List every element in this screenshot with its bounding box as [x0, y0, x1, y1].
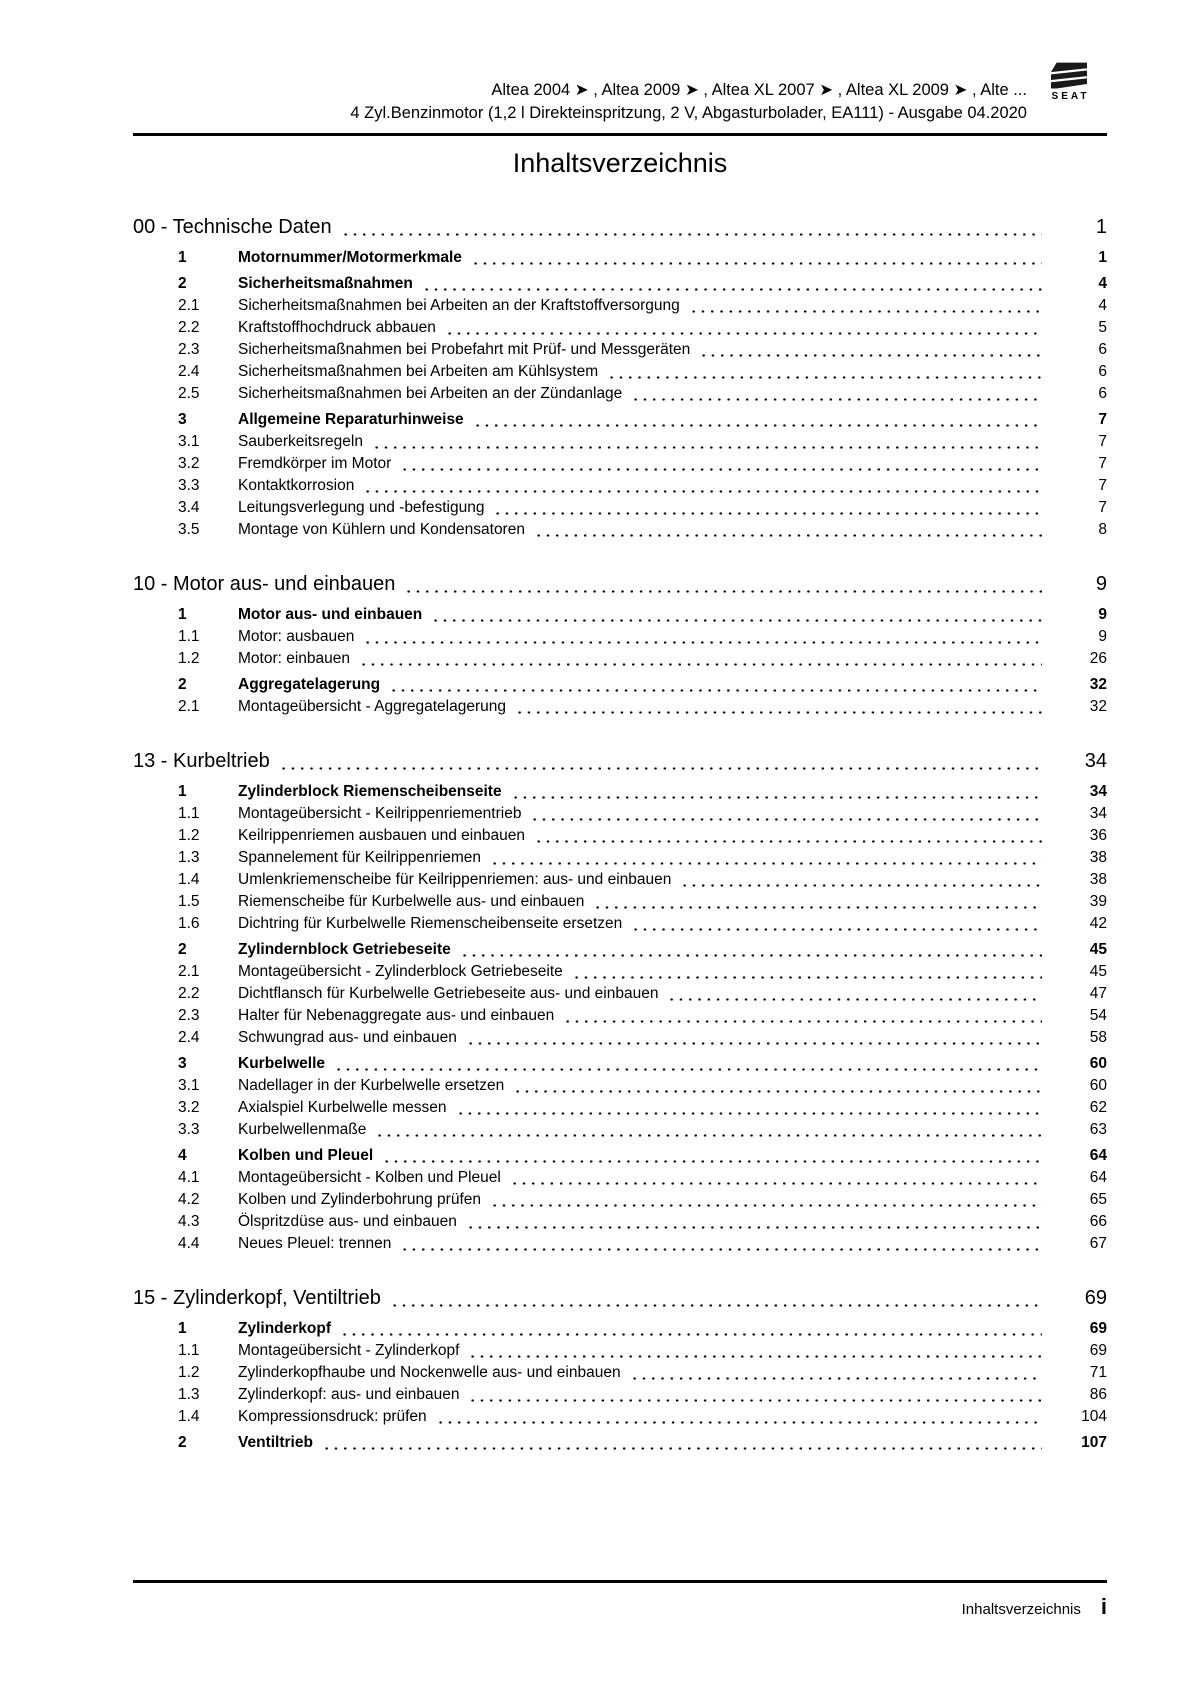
toc-entry-title: Schwungrad aus- und einbauen	[238, 1029, 457, 1046]
toc-entry-title: Sicherheitsmaßnahmen bei Arbeiten an der Zündanlage	[238, 385, 623, 402]
toc-entry-number: 2.3	[178, 1007, 200, 1024]
toc-entry-page: 45	[1089, 941, 1107, 958]
toc-entry-page: 67	[1089, 1235, 1107, 1252]
toc-entry-title: Kontaktkorrosion	[238, 477, 355, 494]
toc-entry-title: Spannelement für Keilrippenriemen	[238, 849, 481, 866]
toc-entry-title: Montageübersicht - Keilrippenriementrieb	[238, 805, 522, 822]
dot-leader	[511, 781, 1042, 803]
toc-entry-page: 65	[1089, 1191, 1107, 1208]
dot-leader	[382, 1145, 1042, 1167]
toc-entry-title: Motor: ausbauen	[238, 628, 355, 645]
toc-entry-page: 9	[1098, 606, 1107, 623]
toc-entry-title: Montageübersicht - Kolben und Pleuel	[238, 1169, 501, 1186]
toc-entry-title: Montageübersicht - Aggregatelagerung	[238, 698, 506, 715]
toc	[133, 212, 1107, 1454]
toc-chapter-page: 34	[1084, 750, 1107, 772]
dot-leader	[593, 891, 1042, 913]
toc-entry[interactable]	[133, 961, 1107, 983]
toc-entry[interactable]	[133, 361, 1107, 383]
dot-leader	[466, 1027, 1042, 1049]
toc-entry-number: 1.1	[178, 628, 200, 645]
dot-leader	[515, 696, 1042, 718]
toc-entry-title: Umlenkriemenscheibe für Keilrippenriemen: aus- und einbauen	[238, 871, 672, 888]
toc-entry-page: 7	[1098, 433, 1107, 450]
toc-section-entries	[133, 1318, 1107, 1454]
toc-entry[interactable]	[133, 869, 1107, 891]
toc-entry-page: 4	[1098, 297, 1107, 314]
toc-entry-page: 6	[1098, 341, 1107, 358]
toc-entry[interactable]	[133, 1340, 1107, 1362]
toc-entry-number: 2	[178, 275, 187, 292]
dot-leader	[689, 295, 1042, 317]
dot-leader	[404, 569, 1042, 599]
header-divider	[133, 133, 1107, 136]
toc-entry-page: 7	[1098, 411, 1107, 428]
toc-entry-number: 4.3	[178, 1213, 200, 1230]
toc-entry-title: Leitungsverlegung und -befestigung	[238, 499, 485, 516]
toc-entry-title: Allgemeine Reparaturhinweise	[238, 411, 464, 428]
toc-entry[interactable]	[133, 825, 1107, 847]
page-header	[133, 79, 1027, 125]
toc-entry-number: 2.3	[178, 341, 200, 358]
toc-entry-title: Zylinderkopf	[238, 1320, 332, 1337]
header-engine-line: 4 Zyl.Benzinmotor (1,2 l Direkteinspritzung, 2 V, Abgasturbolader, EA111) - Ausgabe 04.2020	[350, 104, 1027, 122]
dot-leader	[490, 1189, 1042, 1211]
toc-entry-title: Sicherheitsmaßnahmen bei Arbeiten am Kühlsystem	[238, 363, 599, 380]
toc-entry[interactable]	[133, 497, 1107, 519]
toc-entry-number: 1	[178, 606, 187, 623]
toc-entry-title: Montageübersicht - Zylinderblock Getriebeseite	[238, 963, 563, 980]
toc-entry-title: Kompressionsdruck: prüfen	[238, 1408, 427, 1425]
dot-leader	[363, 475, 1042, 497]
toc-entry-page: 69	[1089, 1320, 1107, 1337]
toc-entry-page: 34	[1089, 805, 1107, 822]
toc-entry-page: 32	[1089, 676, 1107, 693]
toc-entry-page: 32	[1089, 698, 1107, 715]
toc-section	[133, 569, 1107, 718]
toc-chapter[interactable]	[133, 212, 1107, 242]
toc-entry[interactable]	[133, 847, 1107, 869]
toc-entry[interactable]	[133, 1097, 1107, 1119]
toc-entry-number: 1.3	[178, 849, 200, 866]
dot-leader	[631, 383, 1042, 405]
toc-entry-page: 71	[1089, 1364, 1107, 1381]
toc-entry-title: Ventiltrieb	[238, 1434, 313, 1451]
toc-entry-page: 45	[1089, 963, 1107, 980]
toc-entry-number: 1.1	[178, 1342, 200, 1359]
toc-entry-page: 39	[1089, 893, 1107, 910]
toc-entry[interactable]	[133, 648, 1107, 670]
toc-entry-page: 60	[1089, 1055, 1107, 1072]
toc-entry-number: 2.2	[178, 319, 200, 336]
toc-entry[interactable]	[133, 1362, 1107, 1384]
toc-entry-page: 66	[1089, 1213, 1107, 1230]
page-title: Inhaltsverzeichnis	[512, 148, 728, 178]
toc-entry-page: 47	[1089, 985, 1107, 1002]
toc-entry-number: 1.4	[178, 871, 200, 888]
dot-leader	[445, 317, 1042, 339]
toc-entry-title: Ölspritzdüse aus- und einbauen	[238, 1213, 457, 1230]
toc-entry-title: Neues Pleuel: trennen	[238, 1235, 392, 1252]
toc-entry-page: 104	[1081, 1408, 1107, 1425]
toc-entry-number: 3.5	[178, 521, 200, 538]
toc-entry-title: Sicherheitsmaßnahmen	[238, 275, 413, 292]
dot-leader	[471, 247, 1042, 269]
toc-section	[133, 1283, 1107, 1454]
toc-entry[interactable]	[133, 1027, 1107, 1049]
toc-entry[interactable]	[133, 339, 1107, 361]
toc-entry-number: 2.2	[178, 985, 200, 1002]
toc-entry-number: 3.1	[178, 1077, 200, 1094]
toc-entry-title: Axialspiel Kurbelwelle messen	[238, 1099, 447, 1116]
page-footer	[133, 1594, 1107, 1620]
toc-entry-title: Sicherheitsmaßnahmen bei Arbeiten an der Kraftstoffversorgung	[238, 297, 680, 314]
toc-entry[interactable]	[133, 519, 1107, 541]
toc-chapter[interactable]	[133, 569, 1107, 599]
footer-label: Inhaltsverzeichnis	[961, 1601, 1081, 1618]
toc-entry-page: 54	[1089, 1007, 1107, 1024]
toc-entry-title: Aggregatelagerung	[238, 676, 381, 693]
toc-entry-page: 8	[1098, 521, 1107, 538]
toc-entry[interactable]	[133, 983, 1107, 1005]
toc-entry-number: 1.2	[178, 1364, 200, 1381]
toc-entry-page: 64	[1089, 1169, 1107, 1186]
dot-leader	[400, 1233, 1042, 1255]
toc-entry-title: Dichtring für Kurbelwelle Riemenscheibenseite ersetzen	[238, 915, 623, 932]
toc-entry-number: 2	[178, 676, 187, 693]
dot-leader	[563, 1005, 1042, 1027]
dot-leader	[530, 803, 1042, 825]
toc-entry-page: 63	[1089, 1121, 1107, 1138]
dot-leader	[363, 626, 1042, 648]
toc-entry-number: 1.1	[178, 805, 200, 822]
toc-entry[interactable]	[133, 891, 1107, 913]
dot-leader	[422, 273, 1042, 295]
toc-entry-page: 4	[1098, 275, 1107, 292]
dot-leader	[341, 212, 1042, 242]
toc-section-entries	[133, 247, 1107, 541]
dot-leader	[279, 746, 1042, 776]
toc-entry[interactable]	[133, 1211, 1107, 1233]
dot-leader	[510, 1167, 1042, 1189]
toc-entry[interactable]	[133, 604, 1107, 626]
toc-entry[interactable]	[133, 431, 1107, 453]
toc-entry-number: 1.6	[178, 915, 200, 932]
footer-divider	[133, 1580, 1107, 1583]
dot-leader	[534, 825, 1042, 847]
toc-entry-page: 6	[1098, 363, 1107, 380]
dot-leader	[359, 648, 1042, 670]
dot-leader	[680, 869, 1042, 891]
dot-leader	[340, 1318, 1042, 1340]
seat-s-icon	[1051, 62, 1087, 89]
dot-leader	[490, 847, 1042, 869]
toc-entry-title: Motornummer/Motormerkmale	[238, 249, 462, 266]
toc-entry[interactable]	[133, 674, 1107, 696]
toc-entry-number: 2.5	[178, 385, 200, 402]
toc-entry-number: 1.3	[178, 1386, 200, 1403]
toc-entry-title: Riemenscheibe für Kurbelwelle aus- und einbauen	[238, 893, 585, 910]
toc-entry-number: 3.2	[178, 455, 200, 472]
toc-entry-title: Kraftstoffhochdruck abbauen	[238, 319, 436, 336]
toc-entry[interactable]	[133, 1167, 1107, 1189]
toc-entry-page: 64	[1089, 1147, 1107, 1164]
header-model-line: Altea 2004 ➤ , Altea 2009 ➤ , Altea XL 2007 ➤ , Altea XL 2009 ➤ , Alte ...	[491, 81, 1027, 99]
toc-entry-title: Kolben und Pleuel	[238, 1147, 374, 1164]
toc-entry[interactable]	[133, 1406, 1107, 1428]
toc-entry-number: 1	[178, 1320, 187, 1337]
toc-entry-title: Kolben und Zylinderbohrung prüfen	[238, 1191, 482, 1208]
toc-entry[interactable]	[133, 1005, 1107, 1027]
toc-entry-page: 7	[1098, 455, 1107, 472]
toc-entry-number: 4	[178, 1147, 187, 1164]
dot-leader	[468, 1340, 1042, 1362]
dot-leader	[334, 1053, 1042, 1075]
toc-entry-title: Montage von Kühlern und Kondensatoren	[238, 521, 525, 538]
toc-chapter-label: 10 - Motor aus- und einbauen	[133, 573, 396, 595]
toc-entry-number: 2	[178, 1434, 187, 1451]
toc-entry-page: 7	[1098, 477, 1107, 494]
toc-entry-page: 36	[1089, 827, 1107, 844]
toc-entry-number: 2.4	[178, 1029, 200, 1046]
toc-chapter-page: 69	[1084, 1287, 1107, 1309]
dot-leader	[372, 431, 1042, 453]
toc-entry-number: 4.2	[178, 1191, 200, 1208]
toc-entry[interactable]	[133, 383, 1107, 405]
toc-entry-number: 4.1	[178, 1169, 200, 1186]
toc-entry-title: Dichtflansch für Kurbelwelle Getriebeseite aus- und einbauen	[238, 985, 659, 1002]
toc-entry-number: 3.2	[178, 1099, 200, 1116]
toc-entry[interactable]	[133, 1075, 1107, 1097]
toc-entry-title: Montageübersicht - Zylinderkopf	[238, 1342, 460, 1359]
toc-entry[interactable]	[133, 803, 1107, 825]
toc-entry-page: 6	[1098, 385, 1107, 402]
toc-entry[interactable]	[133, 247, 1107, 269]
toc-entry-number: 3	[178, 1055, 187, 1072]
toc-entry-page: 42	[1089, 915, 1107, 932]
dot-leader	[375, 1119, 1042, 1141]
toc-chapter-page: 1	[1095, 216, 1107, 238]
toc-entry-page: 62	[1089, 1099, 1107, 1116]
toc-entry-page: 86	[1089, 1386, 1107, 1403]
dot-leader	[534, 519, 1042, 541]
toc-entry-number: 1.5	[178, 893, 200, 910]
toc-entry-title: Kurbelwellenmaße	[238, 1121, 367, 1138]
toc-entry-title: Zylinderblock Riemenscheibenseite	[238, 783, 502, 800]
toc-entry-page: 7	[1098, 499, 1107, 516]
toc-entry-title: Motor aus- und einbauen	[238, 606, 423, 623]
toc-entry[interactable]	[133, 295, 1107, 317]
toc-section	[133, 746, 1107, 1255]
toc-entry-number: 3.1	[178, 433, 200, 450]
toc-chapter[interactable]	[133, 746, 1107, 776]
toc-entry-page: 107	[1081, 1434, 1107, 1451]
toc-entry-number: 2.1	[178, 698, 200, 715]
dot-leader	[400, 453, 1042, 475]
toc-entry-number: 4.4	[178, 1235, 200, 1252]
toc-entry-title: Nadellager in der Kurbelwelle ersetzen	[238, 1077, 505, 1094]
dot-leader	[322, 1432, 1042, 1454]
toc-entry[interactable]	[133, 1318, 1107, 1340]
footer-page-number: i	[1100, 1594, 1107, 1619]
toc-entry-number: 1.2	[178, 650, 200, 667]
dot-leader	[466, 1211, 1042, 1233]
toc-entry[interactable]	[133, 696, 1107, 718]
toc-entry[interactable]	[133, 1053, 1107, 1075]
brand-logo	[1040, 62, 1098, 102]
toc-entry[interactable]	[133, 453, 1107, 475]
toc-entry-page: 38	[1089, 849, 1107, 866]
toc-entry-page: 34	[1089, 783, 1107, 800]
toc-entry[interactable]	[133, 409, 1107, 431]
toc-entry-number: 2	[178, 941, 187, 958]
dot-leader	[631, 913, 1042, 935]
dot-leader	[389, 674, 1042, 696]
toc-entry[interactable]	[133, 913, 1107, 935]
toc-chapter-page: 9	[1095, 573, 1107, 595]
toc-entry-number: 2.4	[178, 363, 200, 380]
toc-entry-number: 2.1	[178, 963, 200, 980]
toc-entry-number: 3	[178, 411, 187, 428]
toc-entry-number: 1	[178, 249, 187, 266]
dot-leader	[436, 1406, 1042, 1428]
toc-entry-title: Zylinderkopf: aus- und einbauen	[238, 1386, 460, 1403]
toc-entry[interactable]	[133, 1119, 1107, 1141]
toc-chapter-label: 15 - Zylinderkopf, Ventiltrieb	[133, 1287, 381, 1309]
dot-leader	[513, 1075, 1042, 1097]
toc-entry-number: 2.1	[178, 297, 200, 314]
toc-entry-title: Kurbelwelle	[238, 1055, 325, 1072]
dot-leader	[667, 983, 1042, 1005]
toc-entry[interactable]	[133, 1384, 1107, 1406]
toc-entry-number: 1.2	[178, 827, 200, 844]
toc-entry-number: 1	[178, 783, 187, 800]
toc-entry-title: Halter für Nebenaggregate aus- und einbauen	[238, 1007, 555, 1024]
dot-leader	[572, 961, 1042, 983]
toc-entry[interactable]	[133, 626, 1107, 648]
toc-entry-page: 5	[1098, 319, 1107, 336]
toc-chapter-label: 00 - Technische Daten	[133, 216, 332, 238]
toc-entry[interactable]	[133, 1189, 1107, 1211]
toc-entry-page: 26	[1089, 650, 1107, 667]
toc-entry-page: 58	[1089, 1029, 1107, 1046]
toc-chapter[interactable]	[133, 1283, 1107, 1313]
dot-leader	[607, 361, 1042, 383]
dot-leader	[456, 1097, 1043, 1119]
dot-leader	[431, 604, 1042, 626]
toc-entry-page: 9	[1098, 628, 1107, 645]
toc-entry-title: Sicherheitsmaßnahmen bei Probefahrt mit Prüf- und Messgeräten	[238, 341, 691, 358]
toc-section-entries	[133, 781, 1107, 1255]
brand-logo-text: SEAT	[1051, 91, 1090, 102]
toc-entry-page: 60	[1089, 1077, 1107, 1094]
dot-leader	[468, 1384, 1042, 1406]
toc-entry[interactable]	[133, 1432, 1107, 1454]
dot-leader	[390, 1283, 1042, 1313]
toc-entry[interactable]	[133, 475, 1107, 497]
toc-entry-page: 69	[1089, 1342, 1107, 1359]
dot-leader	[493, 497, 1042, 519]
toc-entry-title: Keilrippenriemen ausbauen und einbauen	[238, 827, 525, 844]
toc-entry-title: Zylinderkopfhaube und Nockenwelle aus- und einbauen	[238, 1364, 621, 1381]
toc-entry-number: 3.3	[178, 1121, 200, 1138]
toc-entry[interactable]	[133, 273, 1107, 295]
toc-section	[133, 212, 1107, 541]
toc-entry[interactable]	[133, 781, 1107, 803]
toc-entry-number: 3.3	[178, 477, 200, 494]
dot-leader	[699, 339, 1042, 361]
dot-leader	[630, 1362, 1042, 1384]
toc-entry-title: Zylindernblock Getriebeseite	[238, 941, 451, 958]
toc-entry[interactable]	[133, 1145, 1107, 1167]
toc-entry-page: 1	[1098, 249, 1107, 266]
toc-entry-title: Sauberkeitsregeln	[238, 433, 363, 450]
toc-entry[interactable]	[133, 939, 1107, 961]
dot-leader	[460, 939, 1042, 961]
toc-section-entries	[133, 604, 1107, 718]
toc-entry-title: Fremdkörper im Motor	[238, 455, 392, 472]
toc-entry[interactable]	[133, 1233, 1107, 1255]
toc-entry-number: 1.4	[178, 1408, 200, 1425]
toc-entry[interactable]	[133, 317, 1107, 339]
toc-entry-number: 3.4	[178, 499, 200, 516]
toc-entry-title: Motor: einbauen	[238, 650, 351, 667]
toc-entry-page: 38	[1089, 871, 1107, 888]
dot-leader	[473, 409, 1042, 431]
toc-chapter-label: 13 - Kurbeltrieb	[133, 750, 270, 772]
